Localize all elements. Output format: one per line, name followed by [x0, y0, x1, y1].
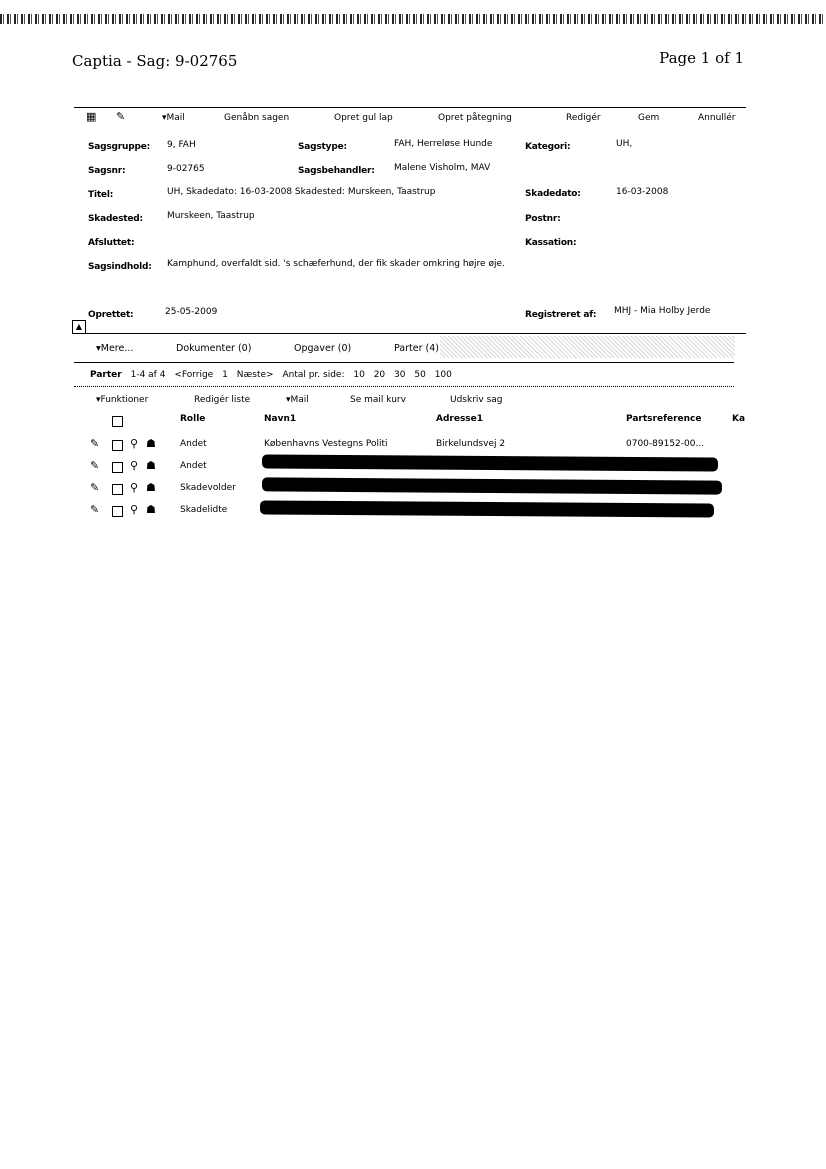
afsluttet-label: Afsluttet: [88, 238, 135, 248]
col-reference[interactable]: Partsreference [626, 414, 702, 424]
per-page-label: Antal pr. side: [282, 370, 345, 380]
sagsnr-label: Sagsnr: [88, 166, 126, 176]
mail-menu[interactable]: ▾Mail [162, 113, 185, 123]
per-page-50[interactable]: 50 [414, 370, 426, 380]
pager-page[interactable]: 1 [222, 370, 228, 380]
oprettet-label: Oprettet: [88, 310, 134, 320]
col-role[interactable]: Rolle [180, 414, 206, 424]
row-role: Skadevolder [180, 483, 236, 493]
divider-middle [74, 333, 746, 334]
sagstype-label: Sagstype: [298, 142, 347, 152]
save-button[interactable]: Gem [638, 113, 660, 123]
titel-value: UH, Skadedato: 16-03-2008 Skadested: Murskeen, Taastrup [167, 187, 436, 197]
mail-basket-button[interactable]: Se mail kurv [350, 395, 406, 405]
row-name: Københavns Vestegns Politi [264, 439, 388, 449]
divider-top [74, 107, 746, 108]
mail-menu-parties[interactable]: ▾Mail [286, 395, 309, 405]
person-icon[interactable]: ☗ [146, 503, 156, 516]
per-page-30[interactable]: 30 [394, 370, 406, 380]
pager-label: Parter [90, 370, 122, 380]
key-icon[interactable]: ⚲ [130, 459, 139, 472]
sagsbehandler-label: Sagsbehandler: [298, 166, 375, 176]
registreret-value: MHJ - Mia Holby Jerde [614, 306, 711, 316]
tab-tasks[interactable]: Opgaver (0) [294, 343, 352, 354]
pager-prev-link[interactable]: <Forrige [174, 370, 214, 380]
person-icon[interactable]: ☗ [146, 437, 156, 450]
collapse-icon[interactable]: ▲ [72, 320, 86, 334]
sagsgruppe-value: 9, FAH [167, 140, 196, 150]
kategori-value: UH, [616, 139, 633, 149]
tab-bar [74, 340, 734, 362]
per-page-10[interactable]: 10 [353, 370, 365, 380]
create-annotation-button[interactable]: Opret påtegning [438, 113, 512, 123]
skadested-label: Skadested: [88, 214, 143, 224]
row-checkbox[interactable] [112, 484, 123, 495]
key-icon[interactable]: ⚲ [130, 437, 139, 450]
key-icon[interactable]: ⚲ [130, 481, 139, 494]
sagsnr-value: 9-02765 [167, 164, 205, 174]
table-row[interactable] [74, 436, 746, 454]
tab-more[interactable]: ▾Mere... [96, 343, 134, 354]
pencil-icon[interactable]: ✎ [90, 481, 100, 494]
pager [90, 370, 458, 380]
edit-list-button[interactable]: Redigér liste [194, 395, 251, 405]
tab-parties[interactable]: Parter (4) [394, 343, 439, 354]
key-icon[interactable]: ⚲ [130, 503, 139, 516]
scan-noise [0, 14, 826, 24]
reopen-button[interactable]: Genåbn sagen [224, 113, 290, 123]
postnr-label: Postnr: [525, 214, 561, 224]
sagsindhold-value: Kamphund, overfaldt sid. 's schæferhund, der fik skader omkring højre øje. [167, 259, 505, 269]
cancel-button[interactable]: Annullér [698, 113, 736, 123]
sagstype-value: FAH, Herreløse Hunde [394, 139, 493, 149]
col-address[interactable]: Adresse1 [436, 414, 484, 424]
registreret-label: Registreret af: [525, 310, 597, 320]
sagsgruppe-label: Sagsgruppe: [88, 142, 151, 152]
document-title: Captia - Sag: 9-02765 [72, 52, 238, 70]
per-page-20[interactable]: 20 [373, 370, 386, 380]
create-yellow-note-button[interactable]: Opret gul lap [334, 113, 393, 123]
case-toolbar [74, 110, 746, 130]
skadedato-value: 16-03-2008 [616, 187, 669, 197]
edit-button[interactable]: Redigér [566, 113, 601, 123]
kassation-label: Kassation: [525, 238, 577, 248]
pager-range: 1-4 af 4 [130, 370, 166, 380]
pencil-icon[interactable]: ✎ [90, 437, 100, 450]
person-icon[interactable]: ☗ [146, 481, 156, 494]
row-checkbox[interactable] [112, 506, 123, 517]
row-reference: 0700-89152-00... [626, 439, 705, 449]
pencil-icon[interactable]: ✎ [116, 110, 126, 123]
col-extra[interactable]: Ka [732, 414, 746, 424]
pencil-icon[interactable]: ✎ [90, 503, 100, 516]
oprettet-value: 25-05-2009 [165, 307, 218, 317]
page-number: Page 1 of 1 [659, 49, 744, 67]
grid-icon[interactable]: ▦ [86, 110, 97, 123]
divider-pager [74, 386, 734, 387]
print-case-button[interactable]: Udskriv sag [450, 395, 503, 405]
functions-menu[interactable]: ▾Funktioner [96, 395, 149, 405]
titel-label: Titel: [88, 190, 114, 200]
tab-documents[interactable]: Dokumenter (0) [176, 343, 252, 354]
person-icon[interactable]: ☗ [146, 459, 156, 472]
sagsindhold-label: Sagsindhold: [88, 262, 152, 272]
kategori-label: Kategori: [525, 142, 571, 152]
skadested-value: Murskeen, Taastrup [167, 211, 255, 221]
sagsbehandler-value: Malene Visholm, MAV [394, 163, 491, 173]
row-address: Birkelundsvej 2 [436, 439, 506, 449]
functions-bar [74, 395, 746, 411]
row-role: Andet [180, 439, 207, 449]
select-all-checkbox[interactable] [112, 416, 123, 427]
pencil-icon[interactable]: ✎ [90, 459, 100, 472]
row-role: Skadelidte [180, 505, 228, 515]
per-page-100[interactable]: 100 [434, 370, 452, 380]
skadedato-label: Skadedato: [525, 189, 581, 199]
row-checkbox[interactable] [112, 462, 123, 473]
row-role: Andet [180, 461, 207, 471]
col-name[interactable]: Navn1 [264, 414, 297, 424]
pager-next-link[interactable]: Næste> [236, 370, 274, 380]
divider-tabs [74, 362, 734, 363]
row-checkbox[interactable] [112, 440, 123, 451]
